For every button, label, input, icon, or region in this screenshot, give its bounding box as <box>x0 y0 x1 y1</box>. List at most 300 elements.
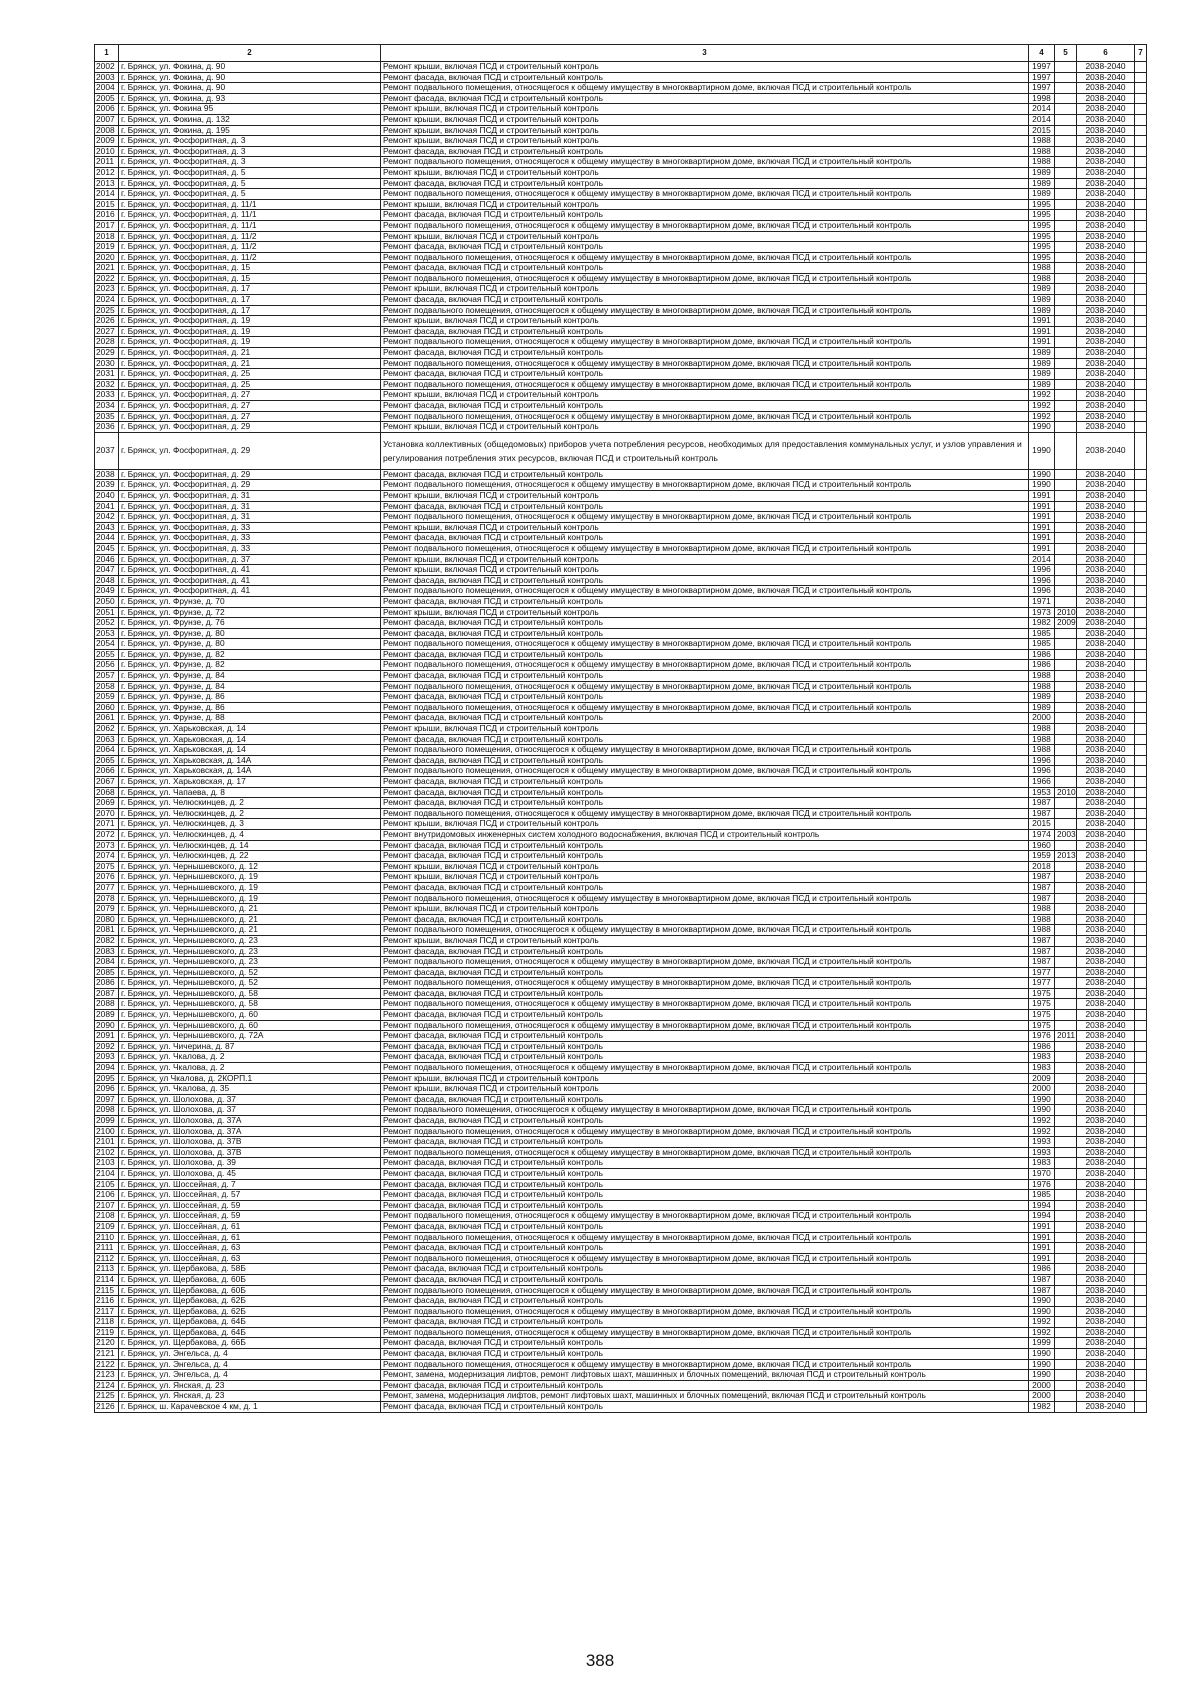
row-number-cell: 2048 <box>95 575 119 586</box>
work-description-cell: Ремонт фасада, включая ПСД и строительный контроль <box>381 146 1029 157</box>
address-cell: г. Брянск, ул. Фосфоритная, д. 25 <box>119 369 381 380</box>
col7-empty-cell <box>1135 369 1147 380</box>
table-row <box>95 999 1147 1010</box>
address-cell: г. Брянск, ул. Фосфоритная, д. 5 <box>119 167 381 178</box>
work-description-cell: Ремонт подвального помещения, относящегося к общему имуществу в многоквартирном доме, включая ПСД и строительный контроль <box>381 1359 1029 1370</box>
table-row <box>95 284 1147 295</box>
planned-period-cell: 2038-2040 <box>1077 242 1135 253</box>
table-row <box>95 1306 1147 1317</box>
commission-year-cell: 1990 <box>1029 1306 1055 1317</box>
commission-year-cell: 1996 <box>1029 586 1055 597</box>
work-description-cell: Ремонт крыши, включая ПСД и строительный контроль <box>381 62 1029 73</box>
table-row <box>95 692 1147 703</box>
planned-period-cell: 2038-2040 <box>1077 1020 1135 1031</box>
planned-period-cell: 2038-2040 <box>1077 411 1135 422</box>
last-repair-year-cell <box>1055 199 1077 210</box>
col7-empty-cell <box>1135 1094 1147 1105</box>
table-row <box>95 745 1147 756</box>
address-cell: г. Брянск, ул. Фрунзе, д. 70 <box>119 596 381 607</box>
col7-empty-cell <box>1135 1285 1147 1296</box>
commission-year-cell: 2014 <box>1029 104 1055 115</box>
work-description-cell: Ремонт фасада, включая ПСД и строительный контроль <box>381 628 1029 639</box>
col7-empty-cell <box>1135 231 1147 242</box>
col7-empty-cell <box>1135 469 1147 480</box>
row-number-cell: 2055 <box>95 649 119 660</box>
work-description-cell: Ремонт крыши, включая ПСД и строительный контроль <box>381 935 1029 946</box>
commission-year-cell: 1988 <box>1029 146 1055 157</box>
col7-empty-cell <box>1135 284 1147 295</box>
address-cell: г. Брянск, ул. Шолохова, д. 37В <box>119 1147 381 1158</box>
planned-period-cell: 2038-2040 <box>1077 284 1135 295</box>
work-description-cell: Ремонт подвального помещения, относящегося к общему имуществу в многоквартирном доме, включая ПСД и строительный контроль <box>381 1306 1029 1317</box>
col7-empty-cell <box>1135 755 1147 766</box>
col7-empty-cell <box>1135 1073 1147 1084</box>
col7-empty-cell <box>1135 1338 1147 1349</box>
commission-year-cell: 1975 <box>1029 988 1055 999</box>
address-cell: г. Брянск, ул. Челюскинцев, д. 14 <box>119 840 381 851</box>
register-table-container <box>94 44 1146 1413</box>
work-description-cell: Ремонт крыши, включая ПСД и строительный контроль <box>381 861 1029 872</box>
table-row <box>95 178 1147 189</box>
row-number-cell: 2077 <box>95 882 119 893</box>
table-row <box>95 829 1147 840</box>
planned-period-cell: 2038-2040 <box>1077 146 1135 157</box>
row-number-cell: 2105 <box>95 1179 119 1190</box>
col7-empty-cell <box>1135 189 1147 200</box>
address-cell: г. Брянск, ул. Фосфоритная, д. 25 <box>119 379 381 390</box>
commission-year-cell: 1988 <box>1029 671 1055 682</box>
address-cell: г. Брянск, ул. Чернышевского, д. 52 <box>119 978 381 989</box>
row-number-cell: 2013 <box>95 178 119 189</box>
row-number-cell: 2032 <box>95 379 119 390</box>
row-number-cell: 2116 <box>95 1296 119 1307</box>
planned-period-cell: 2038-2040 <box>1077 702 1135 713</box>
address-cell: г. Брянск, ул. Щербакова, д. 66Б <box>119 1338 381 1349</box>
col7-empty-cell <box>1135 692 1147 703</box>
col-header-4: 4 <box>1029 45 1055 62</box>
work-description-cell: Ремонт подвального помещения, относящегося к общему имуществу в многоквартирном доме, включая ПСД и строительный контроль <box>381 379 1029 390</box>
col7-empty-cell <box>1135 935 1147 946</box>
col7-empty-cell <box>1135 766 1147 777</box>
commission-year-cell: 2000 <box>1029 1084 1055 1095</box>
row-number-cell: 2090 <box>95 1020 119 1031</box>
planned-period-cell: 2038-2040 <box>1077 554 1135 565</box>
last-repair-year-cell <box>1055 512 1077 523</box>
work-description-cell: Ремонт подвального помещения, относящегося к общему имуществу в многоквартирном доме, включая ПСД и строительный контроль <box>381 586 1029 597</box>
commission-year-cell: 1996 <box>1029 766 1055 777</box>
last-repair-year-cell <box>1055 1137 1077 1148</box>
col7-empty-cell <box>1135 146 1147 157</box>
planned-period-cell: 2038-2040 <box>1077 1274 1135 1285</box>
address-cell: г. Брянск, ул. Чернышевского, д. 23 <box>119 935 381 946</box>
commission-year-cell: 2000 <box>1029 713 1055 724</box>
row-number-cell: 2028 <box>95 337 119 348</box>
col7-empty-cell <box>1135 554 1147 565</box>
address-cell: г. Брянск, ул. Шоссейная, д. 59 <box>119 1211 381 1222</box>
table-row <box>95 1200 1147 1211</box>
table-row <box>95 411 1147 422</box>
work-description-cell: Ремонт фасада, включая ПСД и строительный контроль <box>381 1274 1029 1285</box>
commission-year-cell: 1991 <box>1029 326 1055 337</box>
commission-year-cell: 1971 <box>1029 596 1055 607</box>
last-repair-year-cell <box>1055 681 1077 692</box>
row-number-cell: 2073 <box>95 840 119 851</box>
commission-year-cell: 1986 <box>1029 649 1055 660</box>
address-cell: г. Брянск, ул. Щербакова, д. 62Б <box>119 1296 381 1307</box>
planned-period-cell: 2038-2040 <box>1077 490 1135 501</box>
table-row <box>95 1349 1147 1360</box>
commission-year-cell: 1987 <box>1029 1274 1055 1285</box>
planned-period-cell: 2038-2040 <box>1077 522 1135 533</box>
col7-empty-cell <box>1135 1317 1147 1328</box>
last-repair-year-cell <box>1055 639 1077 650</box>
address-cell: г. Брянск, ул. Фосфоритная, д. 11/1 <box>119 210 381 221</box>
table-row <box>95 242 1147 253</box>
row-number-cell: 2092 <box>95 1041 119 1052</box>
col7-empty-cell <box>1135 210 1147 221</box>
col7-empty-cell <box>1135 93 1147 104</box>
row-number-cell: 2062 <box>95 724 119 735</box>
address-cell: г. Брянск, ул. Фосфоритная, д. 17 <box>119 305 381 316</box>
planned-period-cell: 2038-2040 <box>1077 586 1135 597</box>
planned-period-cell: 2038-2040 <box>1077 1031 1135 1042</box>
col7-empty-cell <box>1135 1031 1147 1042</box>
commission-year-cell: 1997 <box>1029 72 1055 83</box>
address-cell: г. Брянск, ул. Чкалова, д. 2 <box>119 1052 381 1063</box>
commission-year-cell: 1985 <box>1029 1190 1055 1201</box>
planned-period-cell: 2038-2040 <box>1077 480 1135 491</box>
col7-empty-cell <box>1135 988 1147 999</box>
commission-year-cell: 1991 <box>1029 1232 1055 1243</box>
address-cell: г. Брянск, ул. Фрунзе, д. 82 <box>119 660 381 671</box>
col7-empty-cell <box>1135 543 1147 554</box>
commission-year-cell: 1988 <box>1029 157 1055 168</box>
planned-period-cell: 2038-2040 <box>1077 379 1135 390</box>
planned-period-cell: 2038-2040 <box>1077 337 1135 348</box>
commission-year-cell: 1992 <box>1029 1327 1055 1338</box>
table-row <box>95 840 1147 851</box>
col7-empty-cell <box>1135 1052 1147 1063</box>
last-repair-year-cell <box>1055 1179 1077 1190</box>
table-row <box>95 1105 1147 1116</box>
row-number-cell: 2109 <box>95 1221 119 1232</box>
work-description-cell: Ремонт подвального помещения, относящегося к общему имуществу в многоквартирном доме, включая ПСД и строительный контроль <box>381 157 1029 168</box>
row-number-cell: 2104 <box>95 1168 119 1179</box>
work-description-cell: Ремонт фасада, включая ПСД и строительный контроль <box>381 93 1029 104</box>
work-description-cell: Ремонт фасада, включая ПСД и строительный контроль <box>381 1052 1029 1063</box>
planned-period-cell: 2038-2040 <box>1077 231 1135 242</box>
table-row <box>95 978 1147 989</box>
work-description-cell: Ремонт крыши, включая ПСД и строительный контроль <box>381 114 1029 125</box>
planned-period-cell: 2038-2040 <box>1077 904 1135 915</box>
col7-empty-cell <box>1135 819 1147 830</box>
col7-empty-cell <box>1135 390 1147 401</box>
last-repair-year-cell <box>1055 104 1077 115</box>
address-cell: г. Брянск, ул. Янская, д. 23 <box>119 1391 381 1402</box>
work-description-cell: Ремонт фасада, включая ПСД и строительный контроль <box>381 967 1029 978</box>
address-cell: г. Брянск, ул. Фосфоритная, д. 3 <box>119 157 381 168</box>
commission-year-cell: 1987 <box>1029 957 1055 968</box>
commission-year-cell: 1985 <box>1029 628 1055 639</box>
commission-year-cell: 1992 <box>1029 1317 1055 1328</box>
commission-year-cell: 1989 <box>1029 369 1055 380</box>
work-description-cell: Ремонт фасада, включая ПСД и строительный контроль <box>381 777 1029 788</box>
planned-period-cell: 2038-2040 <box>1077 1221 1135 1232</box>
row-number-cell: 2042 <box>95 512 119 523</box>
address-cell: г. Брянск, ул. Чернышевского, д. 12 <box>119 861 381 872</box>
commission-year-cell: 2015 <box>1029 125 1055 136</box>
address-cell: г. Брянск, ул. Фосфоритная, д. 3 <box>119 136 381 147</box>
table-row <box>95 231 1147 242</box>
row-number-cell: 2078 <box>95 893 119 904</box>
last-repair-year-cell <box>1055 946 1077 957</box>
commission-year-cell: 1998 <box>1029 93 1055 104</box>
planned-period-cell: 2038-2040 <box>1077 83 1135 94</box>
planned-period-cell: 2038-2040 <box>1077 967 1135 978</box>
row-number-cell: 2011 <box>95 157 119 168</box>
col7-empty-cell <box>1135 1253 1147 1264</box>
last-repair-year-cell <box>1055 1094 1077 1105</box>
address-cell: г. Брянск, ул. Фосфоритная, д. 33 <box>119 543 381 554</box>
col7-empty-cell <box>1135 671 1147 682</box>
last-repair-year-cell <box>1055 252 1077 263</box>
planned-period-cell: 2038-2040 <box>1077 432 1135 469</box>
work-description-cell: Ремонт фасада, включая ПСД и строительный контроль <box>381 72 1029 83</box>
row-number-cell: 2068 <box>95 787 119 798</box>
commission-year-cell: 2015 <box>1029 819 1055 830</box>
row-number-cell: 2003 <box>95 72 119 83</box>
work-description-cell: Ремонт подвального помещения, относящегося к общему имуществу в многоквартирном доме, включая ПСД и строительный контроль <box>381 1327 1029 1338</box>
table-row <box>95 252 1147 263</box>
planned-period-cell: 2038-2040 <box>1077 1010 1135 1021</box>
commission-year-cell: 1976 <box>1029 1031 1055 1042</box>
planned-period-cell: 2038-2040 <box>1077 62 1135 73</box>
table-row <box>95 1031 1147 1042</box>
table-row <box>95 348 1147 359</box>
commission-year-cell: 1992 <box>1029 411 1055 422</box>
commission-year-cell: 1988 <box>1029 263 1055 274</box>
col7-empty-cell <box>1135 999 1147 1010</box>
planned-period-cell: 2038-2040 <box>1077 1211 1135 1222</box>
work-description-cell: Ремонт крыши, включая ПСД и строительный контроль <box>381 607 1029 618</box>
commission-year-cell: 1982 <box>1029 1402 1055 1413</box>
col7-empty-cell <box>1135 681 1147 692</box>
last-repair-year-cell <box>1055 1253 1077 1264</box>
col7-empty-cell <box>1135 432 1147 469</box>
work-description-cell: Ремонт крыши, включая ПСД и строительный контроль <box>381 316 1029 327</box>
col7-empty-cell <box>1135 882 1147 893</box>
planned-period-cell: 2038-2040 <box>1077 295 1135 306</box>
planned-period-cell: 2038-2040 <box>1077 1285 1135 1296</box>
address-cell: г. Брянск, ул. Щербакова, д. 64Б <box>119 1327 381 1338</box>
commission-year-cell: 1985 <box>1029 639 1055 650</box>
commission-year-cell: 1995 <box>1029 220 1055 231</box>
address-cell: г. Брянск, ул. Энгельса, д. 4 <box>119 1370 381 1381</box>
row-number-cell: 2008 <box>95 125 119 136</box>
table-row <box>95 660 1147 671</box>
address-cell: г. Брянск, ул. Чернышевского, д. 19 <box>119 882 381 893</box>
col7-empty-cell <box>1135 1243 1147 1254</box>
col7-empty-cell <box>1135 1190 1147 1201</box>
planned-period-cell: 2038-2040 <box>1077 1168 1135 1179</box>
last-repair-year-cell <box>1055 1285 1077 1296</box>
commission-year-cell: 1988 <box>1029 745 1055 756</box>
last-repair-year-cell <box>1055 702 1077 713</box>
address-cell: г. Брянск, ул. Фрунзе, д. 72 <box>119 607 381 618</box>
address-cell: г. Брянск, ул. Фосфоритная, д. 29 <box>119 469 381 480</box>
col7-empty-cell <box>1135 787 1147 798</box>
last-repair-year-cell <box>1055 777 1077 788</box>
last-repair-year-cell <box>1055 401 1077 412</box>
planned-period-cell: 2038-2040 <box>1077 861 1135 872</box>
last-repair-year-cell <box>1055 596 1077 607</box>
commission-year-cell: 1983 <box>1029 1063 1055 1074</box>
row-number-cell: 2067 <box>95 777 119 788</box>
table-row <box>95 1041 1147 1052</box>
planned-period-cell: 2038-2040 <box>1077 713 1135 724</box>
row-number-cell: 2054 <box>95 639 119 650</box>
work-description-cell: Ремонт фасада, включая ПСД и строительный контроль <box>381 1200 1029 1211</box>
planned-period-cell: 2038-2040 <box>1077 136 1135 147</box>
table-row <box>95 1094 1147 1105</box>
last-repair-year-cell <box>1055 62 1077 73</box>
work-description-cell: Ремонт крыши, включая ПСД и строительный контроль <box>381 904 1029 915</box>
address-cell: г. Брянск, ул. Шоссейная, д. 57 <box>119 1190 381 1201</box>
table-row <box>95 819 1147 830</box>
work-description-cell: Ремонт подвального помещения, относящегося к общему имуществу в многоквартирном доме, включая ПСД и строительный контроль <box>381 1020 1029 1031</box>
last-repair-year-cell <box>1055 1391 1077 1402</box>
commission-year-cell: 1960 <box>1029 840 1055 851</box>
col7-empty-cell <box>1135 220 1147 231</box>
work-description-cell: Ремонт подвального помещения, относящегося к общему имуществу в многоквартирном доме, включая ПСД и строительный контроль <box>381 480 1029 491</box>
last-repair-year-cell <box>1055 273 1077 284</box>
col7-empty-cell <box>1135 724 1147 735</box>
planned-period-cell: 2038-2040 <box>1077 618 1135 629</box>
row-number-cell: 2125 <box>95 1391 119 1402</box>
col7-empty-cell <box>1135 1370 1147 1381</box>
col7-empty-cell <box>1135 1349 1147 1360</box>
commission-year-cell: 1970 <box>1029 1168 1055 1179</box>
col7-empty-cell <box>1135 273 1147 284</box>
col7-empty-cell <box>1135 1137 1147 1148</box>
work-description-cell: Ремонт крыши, включая ПСД и строительный контроль <box>381 724 1029 735</box>
row-number-cell: 2058 <box>95 681 119 692</box>
commission-year-cell: 1990 <box>1029 422 1055 433</box>
last-repair-year-cell <box>1055 1402 1077 1413</box>
row-number-cell: 2095 <box>95 1073 119 1084</box>
last-repair-year-cell <box>1055 586 1077 597</box>
row-number-cell: 2070 <box>95 808 119 819</box>
planned-period-cell: 2038-2040 <box>1077 628 1135 639</box>
last-repair-year-cell <box>1055 1296 1077 1307</box>
planned-period-cell: 2038-2040 <box>1077 596 1135 607</box>
table-row <box>95 681 1147 692</box>
planned-period-cell: 2038-2040 <box>1077 1126 1135 1137</box>
row-number-cell: 2110 <box>95 1232 119 1243</box>
last-repair-year-cell <box>1055 231 1077 242</box>
row-number-cell: 2118 <box>95 1317 119 1328</box>
row-number-cell: 2108 <box>95 1211 119 1222</box>
row-number-cell: 2074 <box>95 851 119 862</box>
last-repair-year-cell <box>1055 1084 1077 1095</box>
row-number-cell: 2065 <box>95 755 119 766</box>
planned-period-cell: 2038-2040 <box>1077 390 1135 401</box>
work-description-cell: Ремонт фасада, включая ПСД и строительный контроль <box>381 618 1029 629</box>
work-description-cell: Ремонт подвального помещения, относящегося к общему имуществу в многоквартирном доме, включая ПСД и строительный контроль <box>381 337 1029 348</box>
work-description-cell: Ремонт подвального помещения, относящегося к общему имуществу в многоквартирном доме, включая ПСД и строительный контроль <box>381 273 1029 284</box>
planned-period-cell: 2038-2040 <box>1077 1073 1135 1084</box>
work-description-cell: Ремонт крыши, включая ПСД и строительный контроль <box>381 554 1029 565</box>
col7-empty-cell <box>1135 808 1147 819</box>
col7-empty-cell <box>1135 401 1147 412</box>
last-repair-year-cell <box>1055 575 1077 586</box>
planned-period-cell: 2038-2040 <box>1077 957 1135 968</box>
address-cell: г. Брянск, ул. Щербакова, д. 58Б <box>119 1264 381 1275</box>
work-description-cell: Ремонт фасада, включая ПСД и строительный контроль <box>381 596 1029 607</box>
row-number-cell: 2052 <box>95 618 119 629</box>
table-row <box>95 702 1147 713</box>
col7-empty-cell <box>1135 512 1147 523</box>
col7-empty-cell <box>1135 745 1147 756</box>
table-row <box>95 713 1147 724</box>
col7-empty-cell <box>1135 1264 1147 1275</box>
address-cell: г. Брянск, ул. Фосфоритная, д. 27 <box>119 401 381 412</box>
planned-period-cell: 2038-2040 <box>1077 469 1135 480</box>
table-row <box>95 957 1147 968</box>
planned-period-cell: 2038-2040 <box>1077 1105 1135 1116</box>
last-repair-year-cell <box>1055 660 1077 671</box>
planned-period-cell: 2038-2040 <box>1077 1232 1135 1243</box>
commission-year-cell: 1977 <box>1029 967 1055 978</box>
planned-period-cell: 2038-2040 <box>1077 681 1135 692</box>
planned-period-cell: 2038-2040 <box>1077 1296 1135 1307</box>
commission-year-cell: 1977 <box>1029 978 1055 989</box>
address-cell: г. Брянск, ул. Чапаева, д. 8 <box>119 787 381 798</box>
address-cell: г. Брянск, ул. Фосфоритная, д. 31 <box>119 490 381 501</box>
row-number-cell: 2047 <box>95 565 119 576</box>
last-repair-year-cell <box>1055 1264 1077 1275</box>
row-number-cell: 2126 <box>95 1402 119 1413</box>
table-row <box>95 305 1147 316</box>
commission-year-cell: 1987 <box>1029 798 1055 809</box>
work-description-cell: Ремонт фасада, включая ПСД и строительный контроль <box>381 575 1029 586</box>
table-row <box>95 146 1147 157</box>
row-number-cell: 2122 <box>95 1359 119 1370</box>
table-row <box>95 93 1147 104</box>
row-number-cell: 2006 <box>95 104 119 115</box>
work-description-cell: Ремонт фасада, включая ПСД и строительный контроль <box>381 242 1029 253</box>
planned-period-cell: 2038-2040 <box>1077 1116 1135 1127</box>
work-description-cell: Ремонт фасада, включая ПСД и строительный контроль <box>381 295 1029 306</box>
col7-empty-cell <box>1135 893 1147 904</box>
table-row <box>95 1020 1147 1031</box>
row-number-cell: 2035 <box>95 411 119 422</box>
table-row <box>95 628 1147 639</box>
col7-empty-cell <box>1135 1200 1147 1211</box>
planned-period-cell: 2038-2040 <box>1077 692 1135 703</box>
row-number-cell: 2061 <box>95 713 119 724</box>
commission-year-cell: 1988 <box>1029 734 1055 745</box>
row-number-cell: 2117 <box>95 1306 119 1317</box>
row-number-cell: 2043 <box>95 522 119 533</box>
address-cell: г. Брянск, ул. Энгельса, д. 4 <box>119 1359 381 1370</box>
work-description-cell: Ремонт фасада, включая ПСД и строительный контроль <box>381 692 1029 703</box>
col7-empty-cell <box>1135 1380 1147 1391</box>
last-repair-year-cell <box>1055 422 1077 433</box>
row-number-cell: 2057 <box>95 671 119 682</box>
planned-period-cell: 2038-2040 <box>1077 512 1135 523</box>
table-row <box>95 618 1147 629</box>
